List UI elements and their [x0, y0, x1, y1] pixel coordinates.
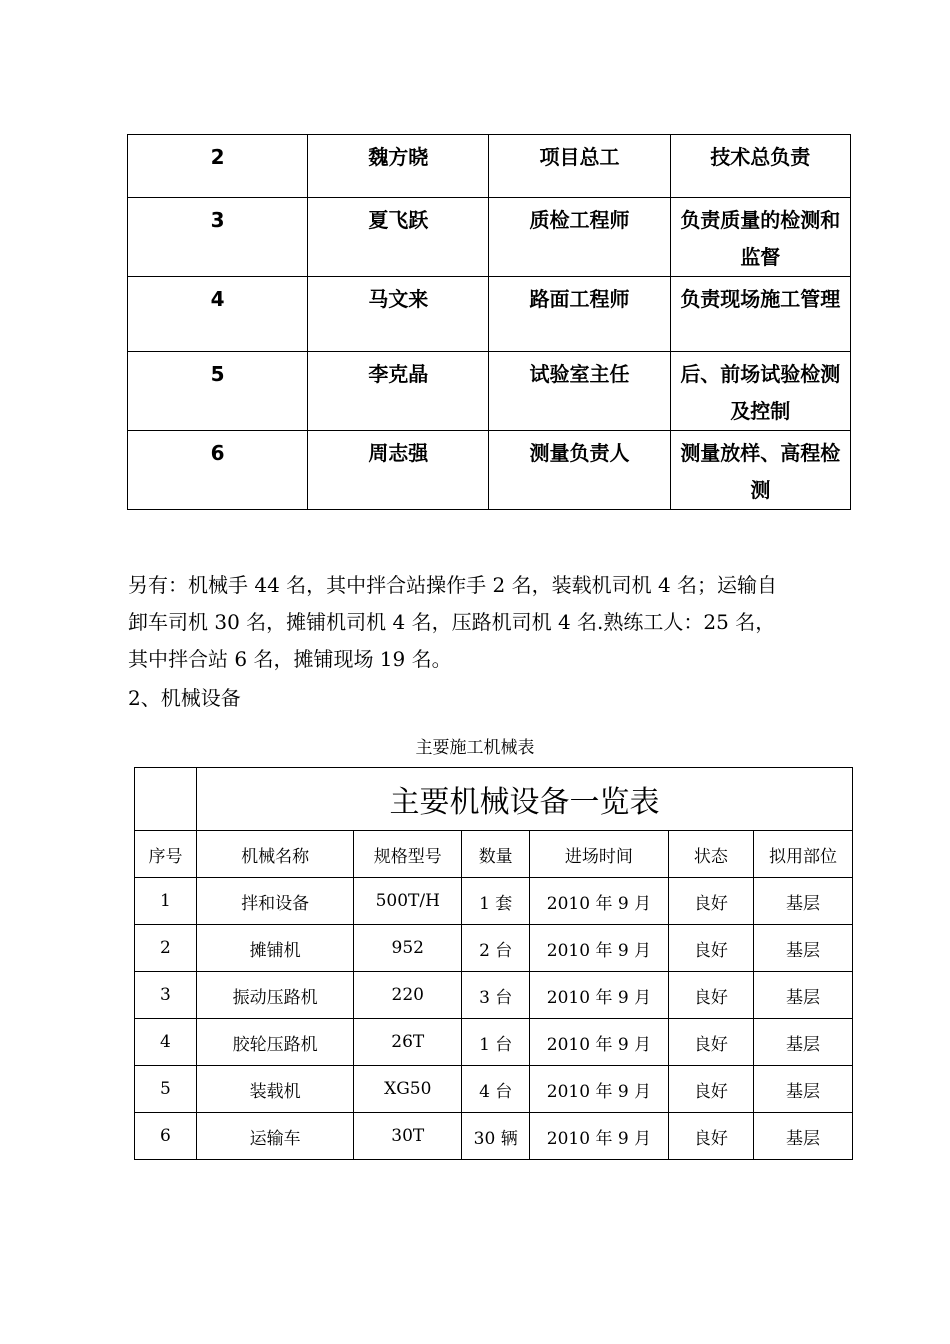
staff-duty: 技术总负责	[670, 135, 850, 198]
table-cell: 2010 年 9 月	[530, 972, 669, 1019]
table-cell: 基层	[754, 1113, 853, 1160]
table-cell: 良好	[668, 1066, 753, 1113]
staff-role: 质检工程师	[489, 198, 670, 277]
table-cell: 良好	[668, 925, 753, 972]
section-heading: 2、机械设备	[128, 686, 241, 710]
table-cell: 4 台	[462, 1066, 530, 1113]
column-header: 数量	[462, 831, 530, 878]
paragraph-line: 另有：机械手 44 名，其中拌合站操作手 2 名，装载机司机 4 名；运输自	[128, 573, 778, 597]
table-cell: 1 套	[462, 878, 530, 925]
column-header: 机械名称	[196, 831, 353, 878]
table-cell: 6	[135, 1113, 197, 1160]
staff-duty: 测量放样、高程检测	[670, 431, 850, 510]
table-cell: 良好	[668, 1113, 753, 1160]
table-cell: 2010 年 9 月	[530, 1019, 669, 1066]
table-cell: 2010 年 9 月	[530, 925, 669, 972]
staff-no: 2	[128, 135, 308, 198]
staff-no: 4	[128, 277, 308, 352]
staff-name: 李克晶	[308, 352, 489, 431]
equipment-table	[134, 767, 853, 1160]
column-header: 状态	[668, 831, 753, 878]
paragraph-line: 其中拌合站 6 名，摊铺现场 19 名。	[128, 647, 452, 671]
staff-duty: 后、前场试验检测及控制	[670, 352, 850, 431]
table-cell: 运输车	[196, 1113, 353, 1160]
table-cell: 摊铺机	[196, 925, 353, 972]
table-cell: 2010 年 9 月	[530, 1113, 669, 1160]
table-cell: 2010 年 9 月	[530, 878, 669, 925]
table-cell: 基层	[754, 925, 853, 972]
table-row	[128, 431, 851, 510]
table-cell: 胶轮压路机	[196, 1019, 353, 1066]
column-header: 拟用部位	[754, 831, 853, 878]
staff-no: 3	[128, 198, 308, 277]
staff-name: 马文来	[308, 277, 489, 352]
table-caption: 主要施工机械表	[415, 738, 535, 758]
table-cell: 30 辆	[462, 1113, 530, 1160]
staff-duty: 负责质量的检测和监督	[670, 198, 850, 277]
column-header: 序号	[135, 831, 197, 878]
table-cell: 952	[354, 925, 462, 972]
table-cell: 基层	[754, 1019, 853, 1066]
column-header: 规格型号	[354, 831, 462, 878]
table-cell: 220	[354, 972, 462, 1019]
table-cell: 3	[135, 972, 197, 1019]
staff-no: 5	[128, 352, 308, 431]
staff-role: 测量负责人	[489, 431, 670, 510]
staff-name: 魏方晓	[308, 135, 489, 198]
staffing-paragraph	[128, 567, 848, 678]
table-cell: 1 台	[462, 1019, 530, 1066]
table-header-row	[135, 831, 853, 878]
staff-name: 夏飞跃	[308, 198, 489, 277]
table-cell: 基层	[754, 972, 853, 1019]
table-row	[135, 878, 853, 925]
table-cell: 5	[135, 1066, 197, 1113]
table-cell: 拌和设备	[196, 878, 353, 925]
staff-role: 项目总工	[489, 135, 670, 198]
staff-role: 路面工程师	[489, 277, 670, 352]
table-cell: XG50	[354, 1066, 462, 1113]
table-cell: 基层	[754, 1066, 853, 1113]
table-row	[128, 352, 851, 431]
table-cell: 2010 年 9 月	[530, 1066, 669, 1113]
table-row	[135, 972, 853, 1019]
table-cell: 装载机	[196, 1066, 353, 1113]
table-row	[135, 1113, 853, 1160]
table-title-row	[135, 768, 853, 831]
empty-cell	[135, 768, 197, 831]
staff-no: 6	[128, 431, 308, 510]
table-row	[135, 925, 853, 972]
table-row	[128, 135, 851, 198]
table-cell: 良好	[668, 878, 753, 925]
table-cell: 2 台	[462, 925, 530, 972]
table-cell: 良好	[668, 1019, 753, 1066]
table-cell: 振动压路机	[196, 972, 353, 1019]
table-cell: 4	[135, 1019, 197, 1066]
table-row	[135, 1019, 853, 1066]
staff-table	[127, 134, 851, 510]
table-cell: 500T/H	[354, 878, 462, 925]
table-row	[128, 277, 851, 352]
table-title: 主要机械设备一览表	[196, 768, 852, 831]
table-cell: 基层	[754, 878, 853, 925]
column-header: 进场时间	[530, 831, 669, 878]
paragraph-line: 卸车司机 30 名，摊铺机司机 4 名，压路机司机 4 名.熟练工人：25 名，	[128, 610, 776, 634]
table-row	[135, 1066, 853, 1113]
table-cell: 良好	[668, 972, 753, 1019]
table-cell: 3 台	[462, 972, 530, 1019]
table-cell: 2	[135, 925, 197, 972]
staff-role: 试验室主任	[489, 352, 670, 431]
table-cell: 30T	[354, 1113, 462, 1160]
staff-name: 周志强	[308, 431, 489, 510]
table-cell: 1	[135, 878, 197, 925]
staff-duty: 负责现场施工管理	[670, 277, 850, 352]
table-cell: 26T	[354, 1019, 462, 1066]
table-row	[128, 198, 851, 277]
